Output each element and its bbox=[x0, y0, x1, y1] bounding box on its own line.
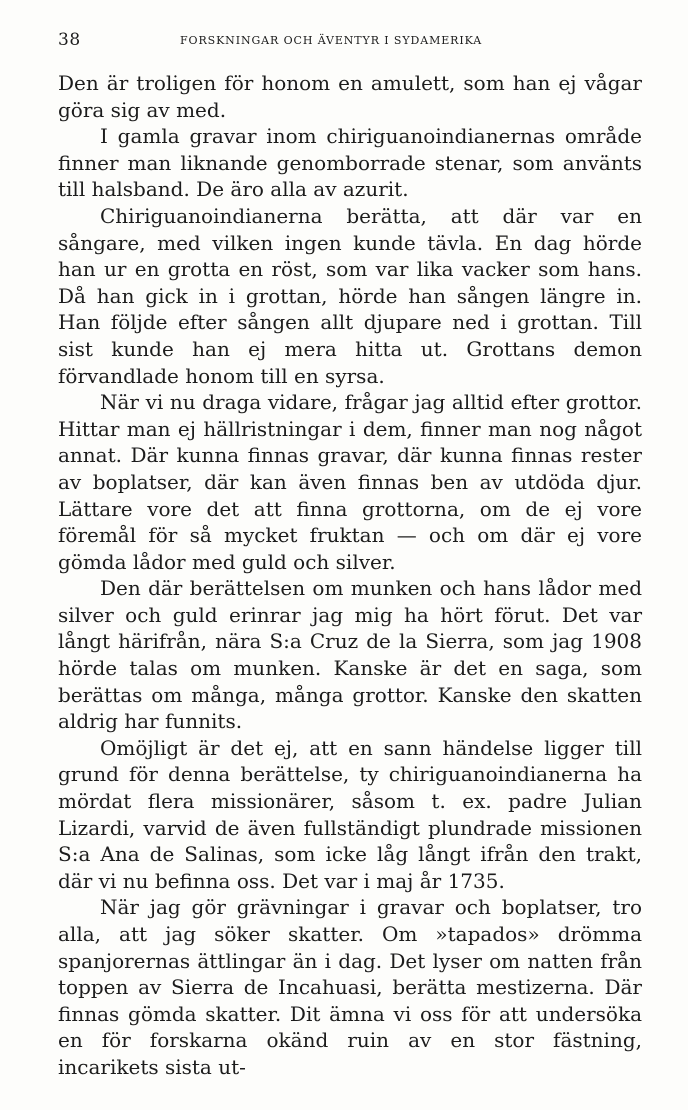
paragraph: Chiriguanoindianerna berätta, att där var en sångare, med vilken ingen kunde tävla. En dag hörde han ur en grotta en röst, som var lika vacker som hans. Då han gick in i grottan, hörde han sången längre in. Han följde efter sången allt djupare ned i grottan. Till sist kunde han ej mera hitta ut. Grottans demon förvandlade honom till en syrsa. bbox=[58, 203, 642, 388]
paragraph: När vi nu draga vidare, frågar jag alltid efter grottor. Hittar man ej hällristningar i dem, finner man nog något annat. Där kunna finnas gravar, där kunna finnas rester av boplatser, där kan även finnas ben av utdöda djur. Lättare vore det att finna grottorna, om de ej vore föremål för så mycket fruktan — och om där ej vore gömda lådor med guld och silver. bbox=[58, 390, 642, 574]
running-head bbox=[58, 30, 642, 56]
page-number: 38 bbox=[58, 30, 81, 50]
paragraph: Den där berättelsen om munken och hans lådor med silver och guld erinrar jag mig ha hört förut. Det var långt härifrån, nära S:a Cruz de la Sierra, som jag 1908 hörde talas om munken. Kanske är det en saga, som berättas om många, många grottor. Kanske den skatten aldrig har funnits. bbox=[58, 576, 642, 734]
running-head-title: FORSKNINGAR OCH ÄVENTYR I SYDAMERIKA bbox=[180, 34, 483, 47]
book-page bbox=[58, 30, 642, 1081]
paragraph: När jag gör grävningar i gravar och boplatser, tro alla, att jag söker skatter. Om »tapados» drömma spanjorernas ättlingar än i dag. Det lyser om natten från toppen av Sierra de Incahuasi, berätta mestizerna. Där finnas gömda skatter. Dit ämna vi oss för att undersöka en för forskarna okänd ruin av en stor fästning, incarikets sista ut- bbox=[58, 895, 642, 1079]
paragraph: I gamla gravar inom chiriguanoindianernas område finner man liknande genomborrade stenar, som använts till halsband. De äro alla av azurit. bbox=[58, 124, 642, 202]
paragraph: Den är troligen för honom en amulett, som han ej vågar göra sig av med. bbox=[58, 71, 642, 122]
body-text bbox=[58, 70, 642, 1081]
paragraph: Omöjligt är det ej, att en sann händelse ligger till grund för denna berättelse, ty chiriguanoindianerna ha mördat flera missionärer, såsom t. ex. padre Julian Lizardi, varvid de även fullständigt plundrade missionen S:a Ana de Salinas, som icke låg långt ifrån den trakt, där vi nu befinna oss. Det var i maj år 1735. bbox=[58, 735, 642, 893]
